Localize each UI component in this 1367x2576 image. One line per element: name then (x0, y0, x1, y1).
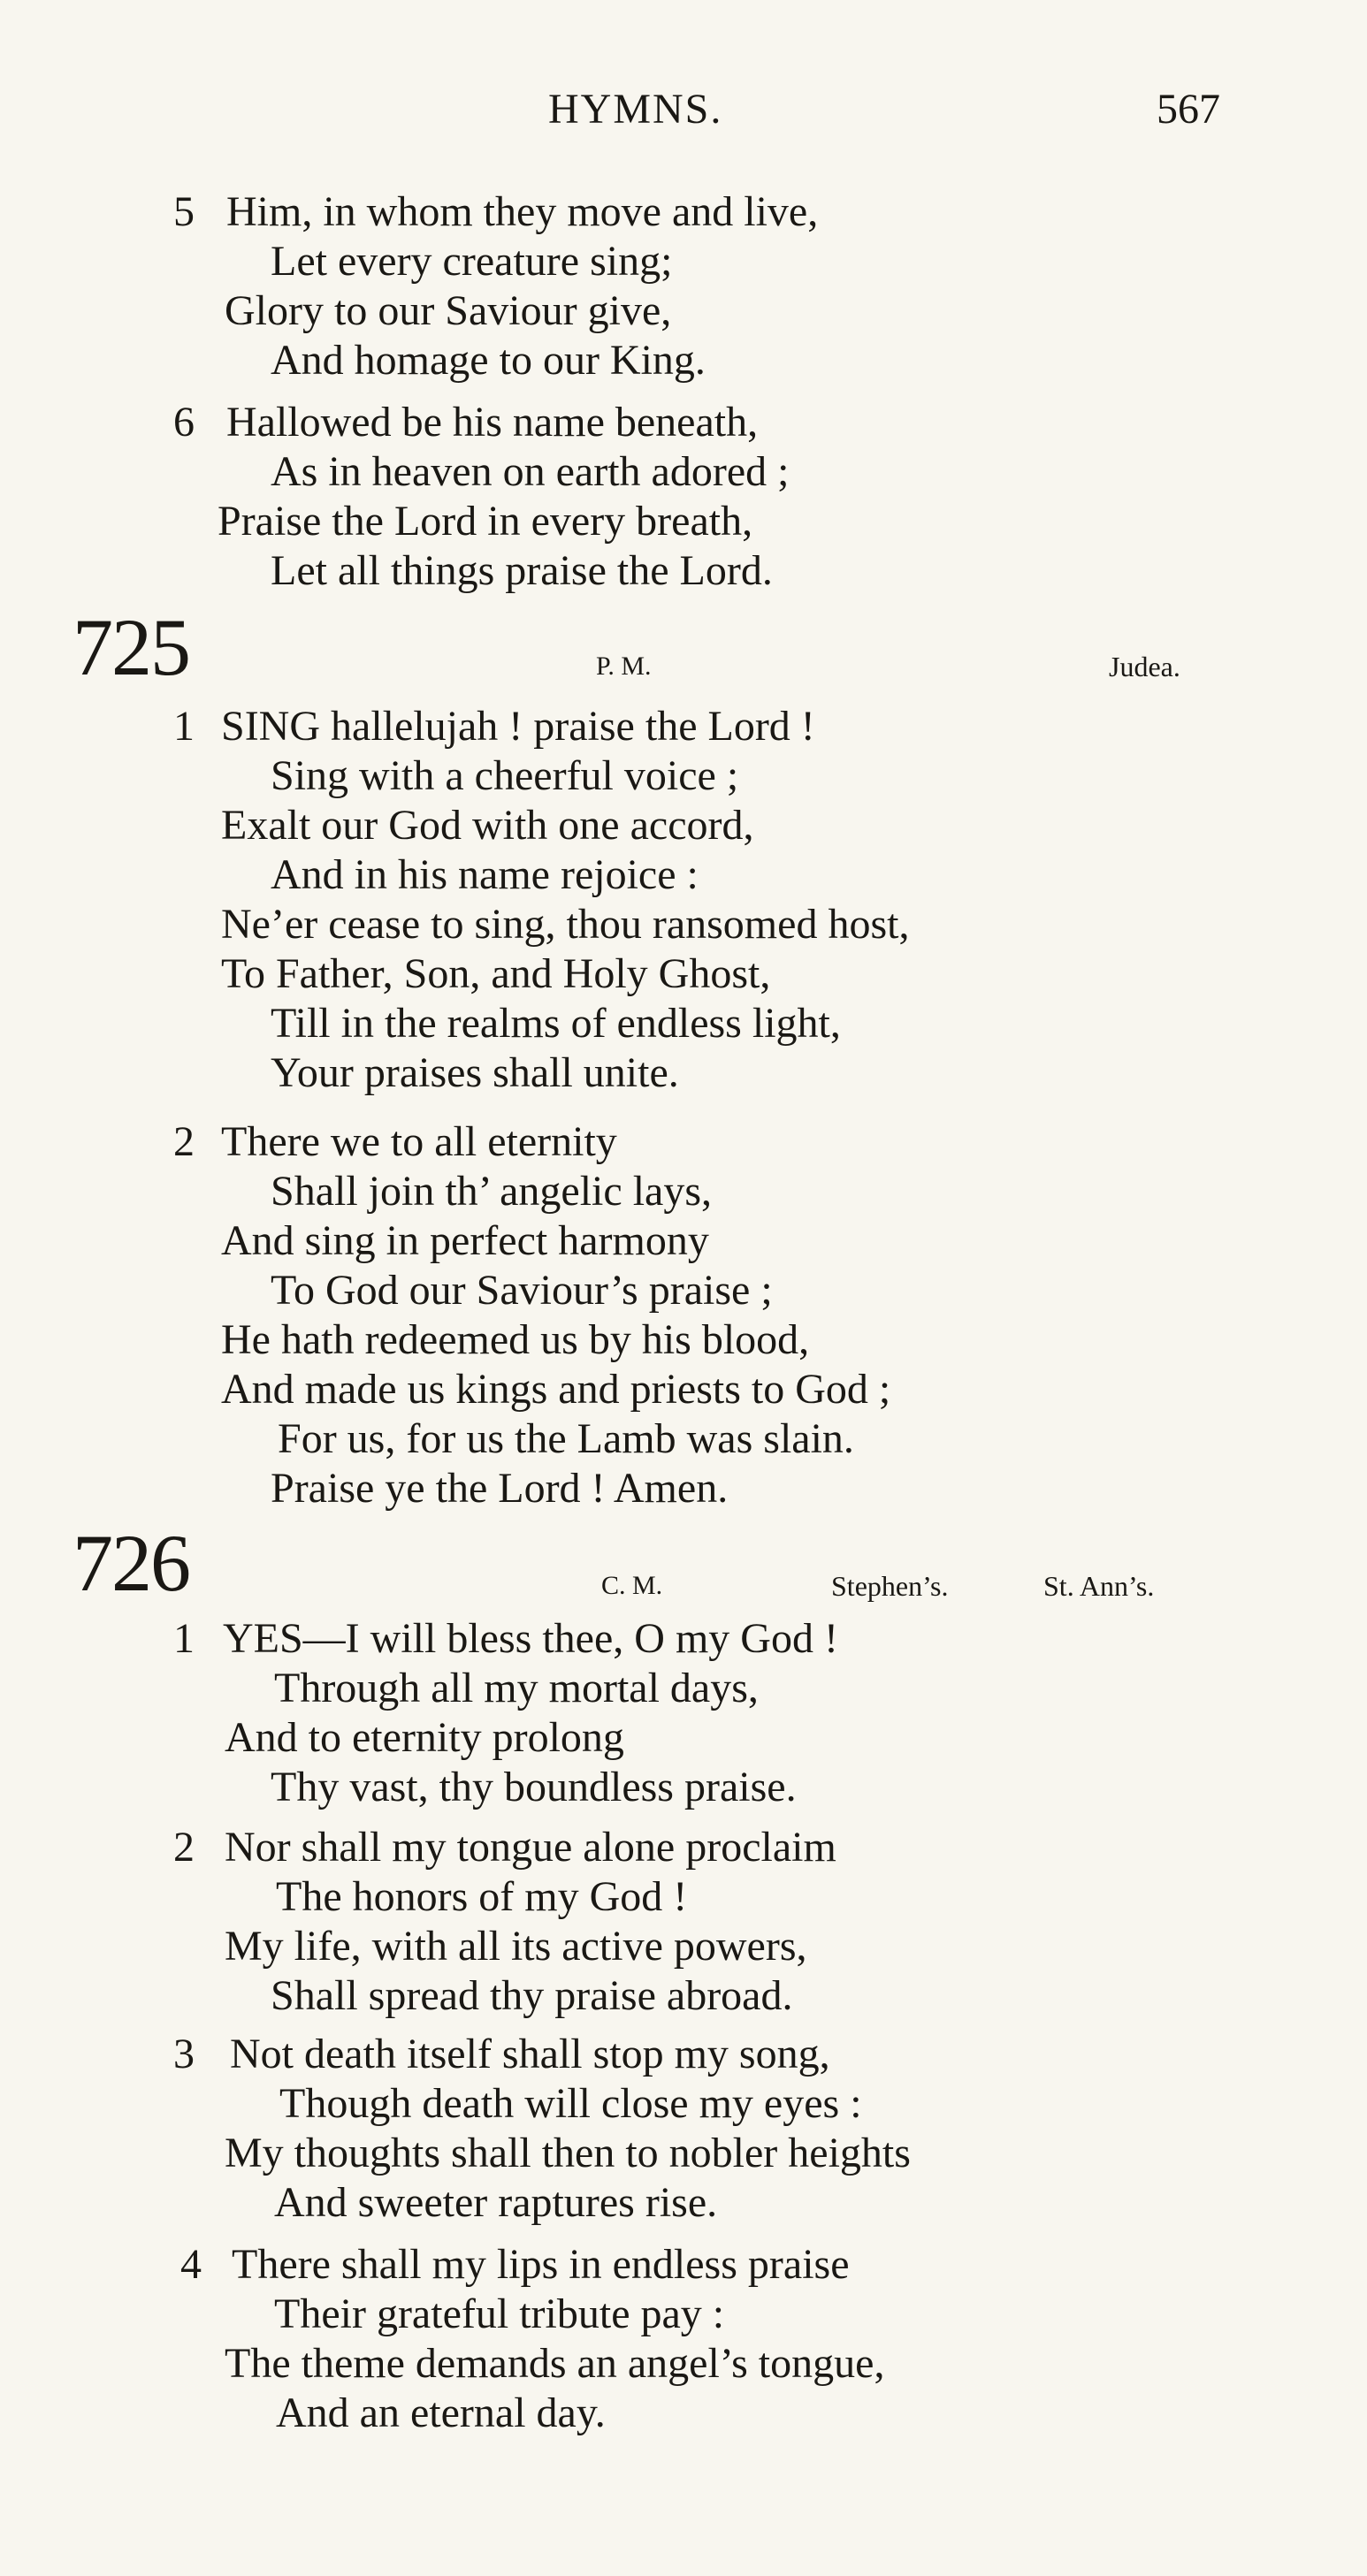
tune-name: Stephen’s. (831, 1570, 949, 1602)
verse-number: 2 (173, 1118, 195, 1165)
verse-line: Till in the realms of endless light, (271, 1000, 841, 1047)
verse-line: YES—I will bless thee, O my God ! (223, 1615, 838, 1662)
hymn-number: 726 (73, 1518, 189, 1608)
verse-line: Exalt our God with one accord, (221, 802, 754, 849)
verse-line: To Father, Son, and Holy Ghost, (221, 950, 771, 997)
verse-number: 5 (173, 188, 195, 235)
verse-line: Let all things praise the Lord. (271, 547, 773, 594)
verse-line: To God our Saviour’s praise ; (271, 1267, 773, 1314)
running-title: HYMNS. (548, 86, 723, 133)
verse-line: And to eternity prolong (225, 1714, 624, 1761)
verse-line: Shall spread thy praise abroad. (271, 1972, 793, 2019)
verse-line: For us, for us the Lamb was slain. (278, 1415, 854, 1462)
verse-line: And homage to our King. (271, 337, 706, 384)
verse-line: Let every creature sing; (271, 238, 673, 285)
verse-line: And sing in perfect harmony (221, 1217, 709, 1264)
verse-line: My life, with all its active powers, (225, 1923, 807, 1970)
verse-line: And sweeter raptures rise. (274, 2179, 718, 2226)
verse-line: Praise the Lord in every breath, (218, 498, 753, 545)
meter: C. M. (601, 1571, 663, 1600)
running-head (0, 85, 1367, 138)
tune-name: St. Ann’s. (1043, 1570, 1155, 1602)
verse-line: The theme demands an angel’s tongue, (225, 2340, 885, 2387)
verse-line: And an eternal day. (276, 2389, 606, 2436)
verse-line: And in his name rejoice : (271, 851, 699, 898)
verse-line: Ne’er cease to sing, thou ransomed host, (221, 901, 910, 948)
verse-line: There we to all eternity (221, 1118, 617, 1165)
verse-line: Thy vast, thy boundless praise. (271, 1764, 797, 1810)
verse-line: Your praises shall unite. (271, 1049, 679, 1096)
verse-line: He hath redeemed us by his blood, (221, 1316, 810, 1363)
verse-number: 6 (173, 399, 195, 446)
verse-line: Glory to our Saviour give, (225, 287, 672, 334)
verse-line: As in heaven on earth adored ; (271, 448, 790, 495)
verse-line: Him, in whom they move and live, (226, 188, 819, 235)
meter: P. M. (596, 652, 652, 681)
verse-line: Their grateful tribute pay : (274, 2290, 725, 2337)
verse-line: The honors of my God ! (276, 1873, 688, 1920)
verse-line: Nor shall my tongue alone proclaim (225, 1824, 836, 1871)
verse-line: And made us kings and priests to God ; (221, 1366, 891, 1413)
verse-line: Hallowed be his name beneath, (226, 399, 759, 446)
hymn-number: 725 (73, 602, 189, 692)
verse-number: 2 (173, 1824, 195, 1871)
verse-line: SING hallelujah ! praise the Lord ! (221, 703, 815, 750)
verse-number: 1 (173, 703, 195, 750)
verse-line: There shall my lips in endless praise (232, 2241, 850, 2288)
verse-line: Through all my mortal days, (274, 1665, 759, 1711)
tune-name: Judea. (1109, 651, 1180, 682)
verse-line: My thoughts shall then to nobler heights (225, 2130, 911, 2176)
verse-number: 1 (173, 1615, 195, 1662)
verse-number: 3 (173, 2031, 195, 2077)
verse-line: Shall join th’ angelic lays, (271, 1168, 713, 1215)
verse-line: Sing with a cheerful voice ; (271, 752, 739, 799)
page-number: 567 (1157, 86, 1220, 133)
verse-line: Though death will close my eyes : (279, 2080, 862, 2127)
verse-line: Praise ye the Lord ! Amen. (271, 1465, 729, 1512)
verse-number: 4 (180, 2241, 202, 2288)
verse-line: Not death itself shall stop my song, (230, 2031, 830, 2077)
